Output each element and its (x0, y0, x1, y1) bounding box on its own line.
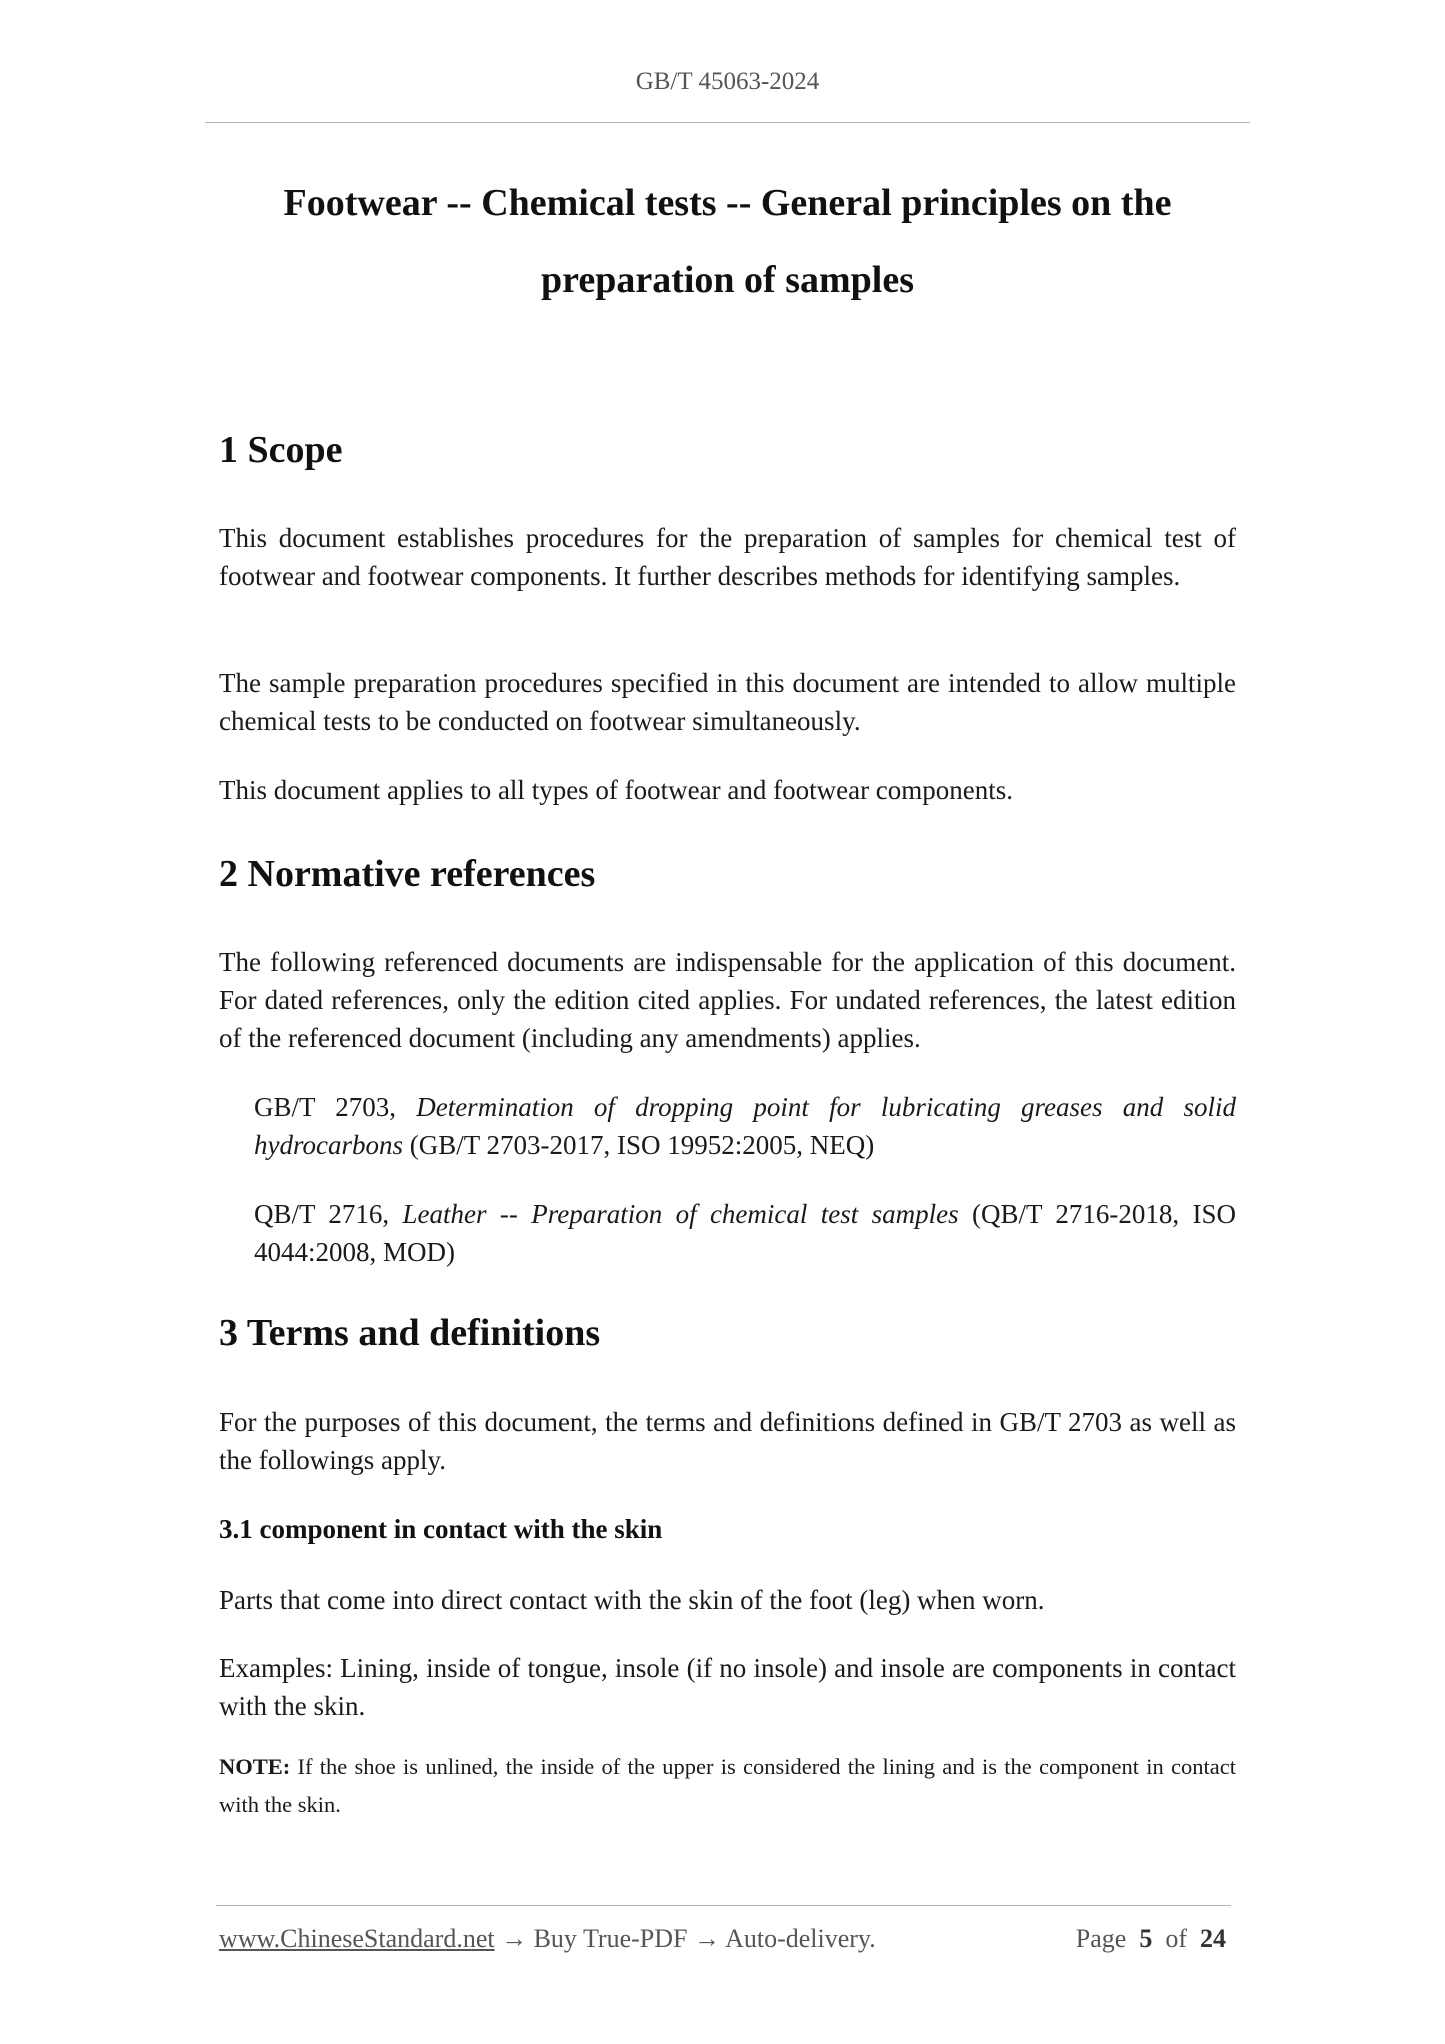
term-examples: Examples: Lining, inside of tongue, insole (if no insole) and insole are components in contact with the skin. (219, 1653, 1236, 1721)
note-text: If the shoe is unlined, the inside of the upper is considered the lining and is the component in contact with the skin. (219, 1754, 1236, 1817)
footer-promo (219, 1924, 876, 1954)
reference-code: QB/T 2716, (254, 1199, 403, 1229)
total-page-count: 24 (1200, 1924, 1226, 1953)
term-definition: Parts that come into direct contact with the skin of the foot (leg) when worn. (219, 1585, 1045, 1615)
scope-paragraph-3: This document applies to all types of footwear and footwear components. (219, 775, 1014, 805)
page-indicator (1076, 1924, 1226, 1954)
reference-qbt-2716 (254, 1195, 1236, 1271)
arrow-right-icon: → (694, 1924, 720, 1953)
current-page-number: 5 (1139, 1924, 1153, 1953)
section-heading-scope: 1 Scope (219, 429, 343, 471)
section-heading-normative-references: 2 Normative references (219, 853, 596, 895)
reference-title: Determination of dropping point for lubricating greases and solid hydrocarbons (254, 1092, 1236, 1160)
note-label: NOTE: (219, 1754, 291, 1779)
title-line-2: preparation of samples (541, 259, 914, 301)
auto-delivery-text: Auto-delivery. (720, 1924, 876, 1953)
reference-suffix: (QB/T 2716-2018, ISO 4044:2008, MOD) (254, 1199, 1236, 1267)
of-word: of (1165, 1924, 1187, 1953)
document-title (205, 165, 1250, 319)
section-heading-terms-and-definitions: 3 Terms and definitions (219, 1312, 601, 1354)
reference-suffix: (GB/T 2703-2017, ISO 19952:2005, NEQ) (403, 1130, 875, 1160)
reference-title: Leather -- Preparation of chemical test samples (402, 1199, 959, 1229)
scope-paragraph-2: The sample preparation procedures specified in this document are intended to allow multiple chemical tests to be conducted on footwear simultaneously. (219, 668, 1236, 736)
normative-references-paragraph: The following referenced documents are indispensable for the application of this document. For dated references, only the edition cited applies. For undated references, the latest edition of the referenced document (including any amendments) applies. (219, 947, 1236, 1053)
terms-paragraph: For the purposes of this document, the terms and definitions defined in GB/T 2703 as well as the followings apply. (219, 1407, 1236, 1475)
term-heading-3-1: 3.1 component in contact with the skin (219, 1514, 663, 1544)
title-line-1: Footwear -- Chemical tests -- General principles on the (283, 182, 1172, 224)
footer-divider (216, 1905, 1231, 1906)
scope-paragraph-1: This document establishes procedures for the preparation of samples for chemical test of footwear and footwear components. It further describes methods for identifying samples. (219, 523, 1236, 591)
site-link[interactable]: www.ChineseStandard.net (219, 1924, 495, 1953)
arrow-right-icon: → (501, 1924, 528, 1953)
header-divider (205, 122, 1250, 123)
page-header-doc-number: GB/T 45063-2024 (635, 68, 820, 95)
reference-gbt-2703 (254, 1088, 1236, 1164)
reference-code: GB/T 2703, (254, 1092, 417, 1122)
page-word: Page (1075, 1924, 1127, 1953)
buy-true-pdf-text: Buy True-PDF (527, 1924, 694, 1953)
term-note (219, 1748, 1236, 1824)
